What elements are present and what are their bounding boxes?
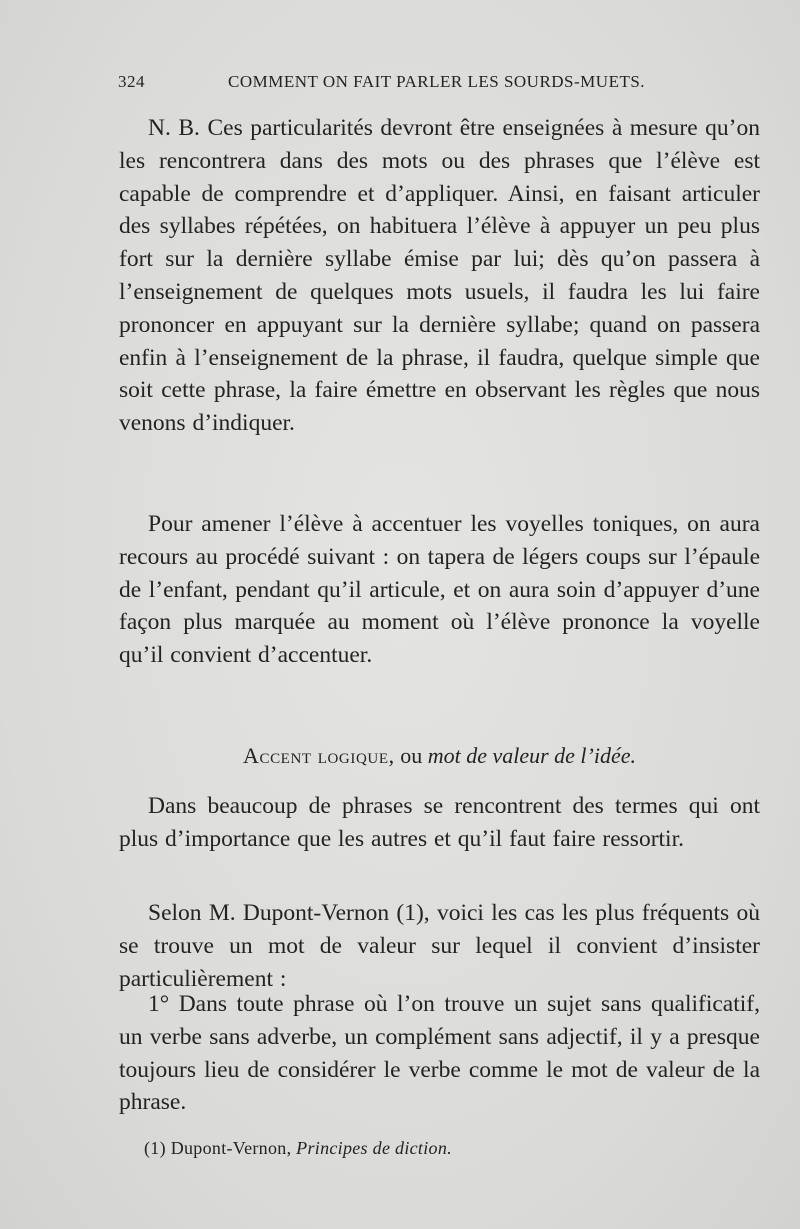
heading-italic: mot de valeur de l’idée. [427,743,637,768]
paragraph-nota-bene [119,112,760,440]
paragraph-text: Pour amener l’élève à accentuer les voyelles toniques, on aura recours au procédé suivant : on tapera de légers coups sur l’épaule de l’enfant, pendant qu’il articule, et on aura soin d’appuyer d’une façon plus marquée au moment où l’élève prononce la voyelle qu’il convient d’accentuer. [119,511,760,669]
paragraph-text-part: Selon M. Dupont-Vernon [148,900,397,926]
section-heading [119,743,760,769]
heading-small-caps: Accent logique, [242,743,395,768]
paragraph-important-terms [119,790,760,856]
footnote-title: Principes de diction. [296,1138,452,1158]
paragraph-text [119,897,760,995]
page-number: 324 [118,72,145,91]
running-title: COMMENT ON FAIT PARLER LES SOURDS-MUETS. [228,72,646,91]
footnote [144,1138,452,1159]
paragraph-text-part: , voici les cas les plus fréquents où se trouve un mot de valeur sur lequel il convient d’insister particulièrement : [119,900,760,992]
paragraph-text: 1° Dans toute phrase où l’on trouve un sujet sans qualificatif, un verbe sans adverbe, un complément sans adjectif, il y a presque toujours lieu de considérer le verbe comme le mot de valeur de la phrase. [119,991,760,1116]
paragraph-text: N. B. Ces particularités devront être enseignées à mesure qu’on les rencontrera dans des mots ou des phrases que l’élève est capable de comprendre et d’appliquer. Ainsi, en faisant articuler des syllabes répétées, on habituera l’élève à appuyer un peu plus fort sur la dernière syllabe émise par lui; dès qu’on passera à l’enseignement de quelques mots usuels, il faudra les lui faire prononcer en appuyant sur la dernière syllabe; quand on passera enfin à l’enseignement de la phrase, il faudra, quelque simple que soit cette phrase, la faire émettre en observant les règles que nous venons d’indiquer. [119,115,760,437]
paragraph-tonic-vowels [119,508,760,672]
paragraph-text: Dans beaucoup de phrases se rencontrent des termes qui ont plus d’importance que les autres et qu’il faut faire ressortir. [119,793,760,852]
heading-connector: ou [394,743,428,768]
footnote-marker: (1) [144,1138,166,1158]
footnote-author: Dupont-Vernon, [165,1138,297,1158]
running-header [118,72,758,98]
paragraph-rule-one [119,988,760,1119]
paragraph-dupont-vernon [119,897,760,995]
footnote-reference: (1) [396,900,424,926]
